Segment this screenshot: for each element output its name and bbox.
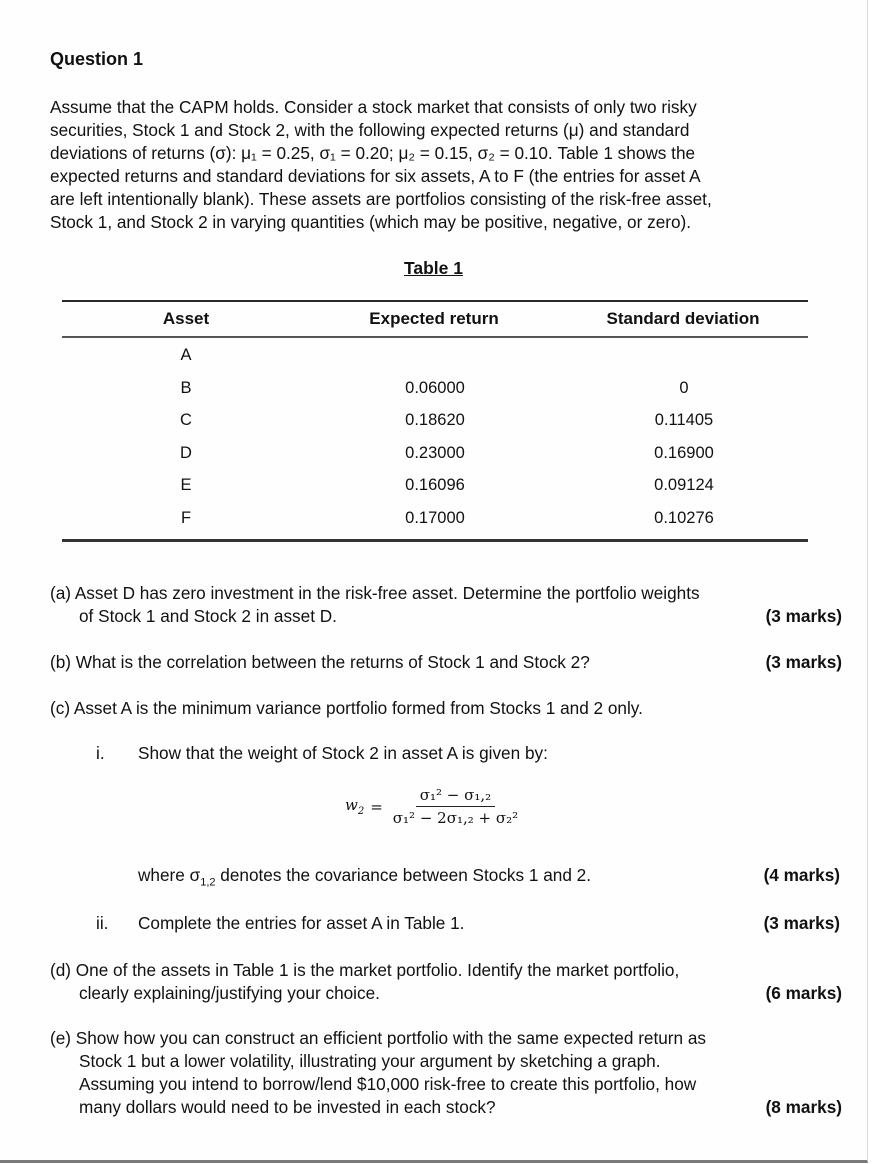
part-c-text: (c) Asset A is the minimum variance portfolio formed from Stocks 1 and 2 only. — [50, 698, 643, 718]
question-intro — [50, 96, 840, 234]
part-c — [50, 697, 840, 720]
table-row — [62, 502, 808, 535]
part-c-i-numeral: i. — [96, 743, 105, 763]
intro-line: deviations of returns (σ): μ₁ = 0.25, σ₁ = 0.20; μ₂ = 0.15, σ₂ = 0.10. Table 1 shows the — [50, 143, 696, 163]
part-e-line4: many dollars would need to be invested in each stock? — [79, 1097, 496, 1117]
table-row — [62, 437, 808, 470]
table-body — [62, 338, 808, 539]
table-row — [62, 372, 808, 405]
assets-table — [62, 300, 808, 542]
table-caption: Table 1 — [403, 258, 463, 278]
cell-expected-return: 0.17000 — [405, 508, 465, 527]
cell-std-dev: 0 — [679, 378, 689, 397]
formula-equals: = — [370, 797, 383, 816]
header-std-dev: Standard deviation — [606, 309, 760, 328]
cell-expected-return: 0.18620 — [405, 411, 465, 430]
intro-line: expected returns and standard deviations for six assets, A to F (the entries for asset A — [50, 166, 701, 186]
table-bottom-rule — [62, 539, 808, 542]
weight-formula — [345, 786, 522, 827]
intro-line: are left intentionally blank). These assets are portfolios consisting of the risk-free asset, — [50, 189, 712, 209]
intro-line: Stock 1, and Stock 2 in varying quantities (which may be positive, negative, or zero). — [50, 212, 692, 232]
part-c-ii-text: Complete the entries for asset A in Table 1. — [138, 913, 465, 933]
formula-numerator: σ₁² − σ₁,₂ — [416, 786, 495, 807]
cell-std-dev: 0.11405 — [654, 411, 714, 430]
cell-expected-return: 0.16096 — [405, 476, 465, 495]
part-c-i-marks: (4 marks) — [763, 865, 840, 885]
cell-std-dev: 0.09124 — [654, 476, 714, 495]
part-b — [50, 651, 840, 674]
part-b-text: (b) What is the correlation between the returns of Stock 1 and Stock 2? — [50, 652, 590, 672]
part-e-line3: Assuming you intend to borrow/lend $10,000 risk-free to create this portfolio, how — [79, 1074, 697, 1094]
formula-fraction — [389, 786, 522, 827]
formula-lhs: $w_2$ — [345, 796, 365, 817]
part-d-line1: (d) One of the assets in Table 1 is the market portfolio. Identify the market portfolio, — [50, 960, 680, 980]
cell-asset: F — [180, 508, 192, 527]
cell-asset: C — [180, 411, 192, 430]
cell-asset: E — [180, 476, 192, 495]
part-d — [50, 959, 840, 1005]
cell-asset: B — [180, 378, 192, 397]
cell-std-dev: 0.16900 — [654, 443, 714, 462]
part-d-marks: (6 marks) — [765, 983, 842, 1003]
intro-line: securities, Stock 1 and Stock 2, with the following expected returns (μ) and standard — [50, 120, 690, 140]
part-c-i-where: where $\sigma_{1,2}$ denotes the covariance between Stocks 1 and 2. (4 marks) — [138, 865, 840, 889]
part-c-i-text: Show that the weight of Stock 2 in asset A is given by: — [138, 743, 548, 763]
part-e-marks: (8 marks) — [765, 1097, 842, 1117]
part-e-line2: Stock 1 but a lower volatility, illustrating your argument by sketching a graph. — [79, 1051, 661, 1071]
table-header-row — [62, 302, 808, 336]
part-c-ii-numeral: ii. — [96, 913, 109, 933]
cell-asset: A — [180, 346, 192, 365]
part-e-line1: (e) Show how you can construct an efficient portfolio with the same expected return as — [50, 1028, 707, 1048]
part-b-marks: (3 marks) — [765, 652, 842, 672]
table-row — [62, 470, 808, 503]
part-c-ii — [138, 912, 840, 935]
cell-expected-return: 0.06000 — [405, 378, 465, 397]
part-c-ii-marks: (3 marks) — [763, 913, 840, 933]
cell-std-dev: 0.10276 — [654, 508, 714, 527]
formula-denominator: σ₁² − 2σ₁,₂ + σ₂² — [392, 809, 519, 827]
header-asset: Asset — [162, 309, 210, 328]
table-row — [62, 340, 808, 373]
question-title: Question 1 — [50, 49, 144, 69]
part-e — [50, 1027, 840, 1119]
part-a-line1: (a) Asset D has zero investment in the risk-free asset. Determine the portfolio weights — [50, 583, 700, 603]
cell-expected-return: 0.23000 — [405, 443, 465, 462]
part-a-line2: of Stock 1 and Stock 2 in asset D. — [79, 606, 337, 626]
intro-line: Assume that the CAPM holds. Consider a stock market that consists of only two risky — [50, 97, 697, 117]
table-row — [62, 405, 808, 438]
cell-asset: D — [180, 443, 192, 462]
part-a — [50, 582, 840, 628]
part-d-line2: clearly explaining/justifying your choice. — [79, 983, 380, 1003]
part-a-marks: (3 marks) — [765, 606, 842, 626]
header-expected-return: Expected return — [369, 309, 499, 328]
